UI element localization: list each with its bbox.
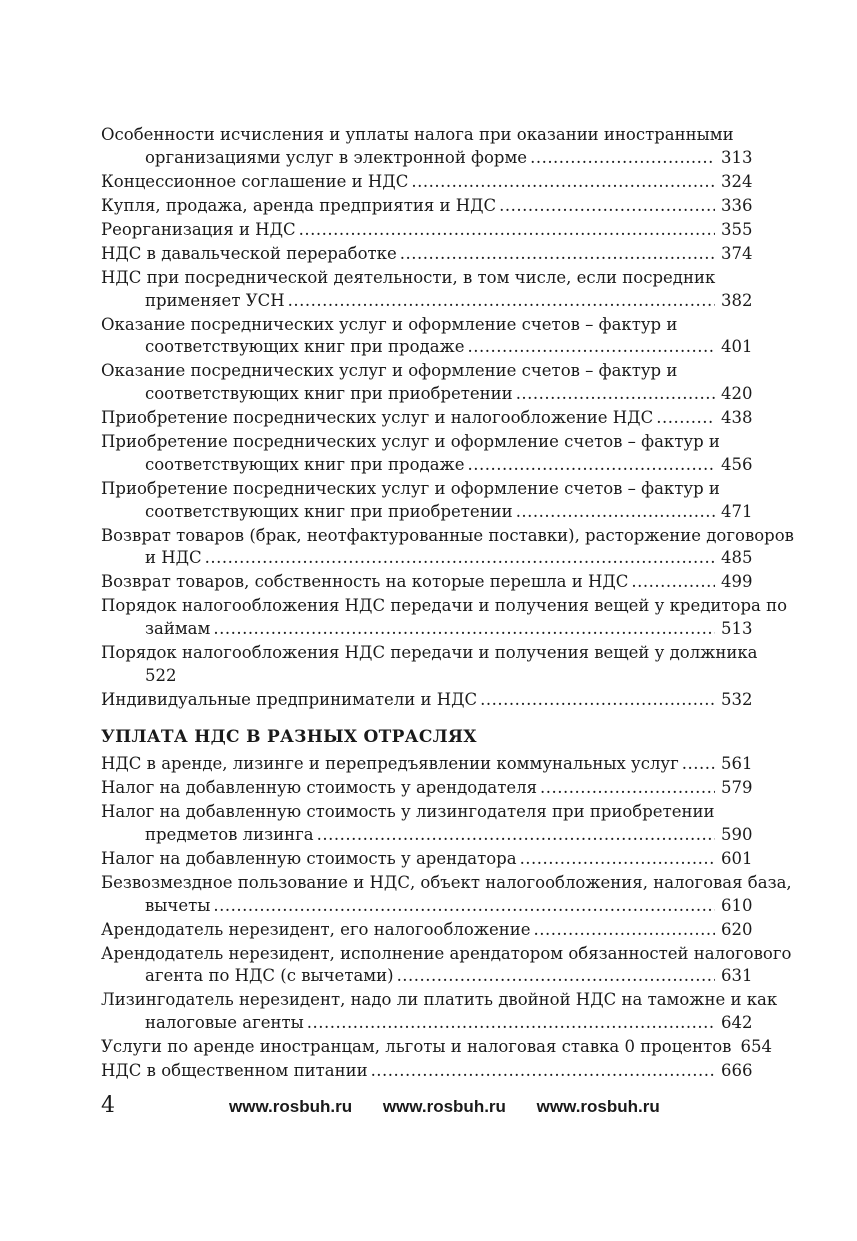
toc-entry[interactable] xyxy=(101,243,751,266)
dot-leader xyxy=(371,1060,715,1083)
toc-entry[interactable] xyxy=(101,872,792,918)
section-heading: УПЛАТА НДС В РАЗНЫХ ОТРАСЛЯХ xyxy=(101,727,477,747)
toc-page-number: 336 xyxy=(721,195,753,215)
toc-entry-title: НДС при посреднической деятельности, в том числе, если посредник xyxy=(101,267,716,287)
toc-page-number: 601 xyxy=(721,848,753,868)
toc-entry[interactable] xyxy=(101,848,751,871)
toc-page-number: 631 xyxy=(721,966,753,986)
toc-page-number: 620 xyxy=(721,919,753,939)
dot-leader xyxy=(682,753,715,776)
page-footer xyxy=(101,1093,751,1117)
toc-entry[interactable] xyxy=(101,801,751,847)
toc-page-number: 438 xyxy=(721,408,753,428)
toc-page-number: 532 xyxy=(721,689,753,709)
toc-entry[interactable] xyxy=(101,1036,772,1059)
toc-entry-title: Возврат товаров, собственность на которые перешла и НДС xyxy=(101,572,629,592)
toc-page-number: 522 xyxy=(145,665,177,685)
toc-entry-title-cont: организациями услуг в электронной форме xyxy=(145,147,528,167)
toc-entry[interactable] xyxy=(101,753,751,776)
toc-entry-title: Лизингодатель нерезидент, надо ли платить двойной НДС на таможне и как xyxy=(101,990,778,1010)
toc-entry[interactable] xyxy=(101,777,751,800)
toc-entry[interactable] xyxy=(101,431,751,477)
toc-entry-title: НДС в аренде, лизинге и перепредъявлении коммунальных услуг xyxy=(101,754,679,773)
toc-entry-title-cont: соответствующих книг при приобретении xyxy=(145,384,513,404)
dot-leader xyxy=(534,919,715,942)
toc-entry-title-cont: соответствующих книг при приобретении xyxy=(145,501,513,521)
toc-entry-title-cont: вычеты xyxy=(145,895,211,915)
toc-entry-title: Налог на добавленную стоимость у арендатора xyxy=(101,848,517,868)
toc-entry-title: Особенности исчисления и уплаты налога при оказании иностранными xyxy=(101,125,734,144)
toc-entry-title: Реорганизация и НДС xyxy=(101,219,296,239)
footer-url[interactable]: www.rosbuh.ru xyxy=(382,1097,506,1116)
toc-entry[interactable] xyxy=(101,943,792,989)
dot-leader xyxy=(530,147,715,170)
toc-page-number: 654 xyxy=(740,1037,772,1057)
toc-entry[interactable] xyxy=(101,919,751,942)
toc-entry-title: Индивидуальные предприниматели и НДС xyxy=(101,689,478,709)
dot-leader xyxy=(540,777,715,800)
dot-leader xyxy=(213,895,715,918)
toc-entry-title-cont: соответствующих книг при продаже xyxy=(145,337,465,357)
dot-leader xyxy=(400,243,715,266)
toc-page-number: 642 xyxy=(721,1013,753,1033)
toc-entry-title-cont: займам xyxy=(145,619,211,639)
toc-entry[interactable] xyxy=(101,1060,751,1083)
footer-urls xyxy=(229,1097,686,1117)
toc-entry-title: Приобретение посреднических услуг и оформление счетов – фактур и xyxy=(101,432,720,452)
toc-entry[interactable] xyxy=(101,407,751,430)
toc-entry[interactable] xyxy=(101,989,778,1035)
toc-entry-title: Возврат товаров (брак, неотфактурованные поставки), расторжение договоров xyxy=(101,525,794,545)
toc-page-number: 420 xyxy=(721,384,753,404)
dot-leader xyxy=(467,336,715,359)
toc-page-number: 499 xyxy=(721,572,753,592)
toc-entry[interactable] xyxy=(101,360,751,406)
toc-entry-title: Концессионное соглашение и НДС xyxy=(101,171,409,191)
toc-entry[interactable] xyxy=(101,267,751,313)
toc-entry-title: Услуги по аренде иностранцам, льготы и налоговая ставка 0 процентов xyxy=(101,1037,732,1057)
toc-entry-title: НДС в давальческой переработке xyxy=(101,243,397,263)
toc-entry[interactable] xyxy=(101,219,751,242)
toc-page-number: 666 xyxy=(721,1061,753,1081)
toc-entry-title: Арендодатель нерезидент, его налогообложение xyxy=(101,919,531,939)
toc-entry-title-cont: предметов лизинга xyxy=(145,824,314,844)
toc-entry-title-cont: налоговые агенты xyxy=(145,1013,304,1033)
dot-leader xyxy=(499,195,715,218)
toc-page-number: 471 xyxy=(721,501,753,521)
toc-entry[interactable] xyxy=(101,124,751,170)
toc-entry-title: Оказание посреднических услуг и оформление счетов – фактур и xyxy=(101,314,678,334)
toc-page-number: 590 xyxy=(721,824,753,844)
footer-url[interactable]: www.rosbuh.ru xyxy=(229,1097,353,1116)
toc-entry[interactable] xyxy=(101,478,751,524)
dot-leader xyxy=(467,454,715,477)
toc-entry-title: НДС в общественном питании xyxy=(101,1061,368,1081)
toc-page-number: 313 xyxy=(721,147,753,167)
toc-page-number: 485 xyxy=(721,548,753,568)
toc-entry-title-cont: агента по НДС (с вычетами) xyxy=(145,966,394,986)
toc-entry[interactable] xyxy=(101,171,751,194)
dot-leader xyxy=(307,1012,715,1035)
toc-entry-title-cont: соответствующих книг при продаже xyxy=(145,454,465,474)
toc-page-number: 355 xyxy=(721,219,753,239)
toc-entry-title: Безвозмездное пользование и НДС, объект налогообложения, налоговая база, xyxy=(101,872,792,892)
toc-entry[interactable] xyxy=(101,595,788,641)
dot-leader xyxy=(516,501,715,524)
toc-page-number: 401 xyxy=(721,337,753,357)
toc-entry[interactable] xyxy=(101,571,751,594)
dot-leader xyxy=(288,290,715,313)
toc-entry-title: Арендодатель нерезидент, исполнение арендатором обязанностей налогового xyxy=(101,943,792,963)
dot-leader xyxy=(205,547,715,570)
toc-entry[interactable] xyxy=(101,689,751,712)
page-number: 4 xyxy=(101,1093,115,1118)
toc-page-number: 513 xyxy=(721,619,753,639)
dot-leader xyxy=(317,824,715,847)
toc-entry-title: Приобретение посреднических услуг и налогообложение НДС xyxy=(101,408,654,428)
dot-leader xyxy=(299,219,715,242)
toc-page-number: 561 xyxy=(721,754,753,773)
toc-page-number: 374 xyxy=(721,243,753,263)
dot-leader xyxy=(397,965,715,988)
toc-entry[interactable] xyxy=(101,525,794,571)
toc-entry-title: Порядок налогообложения НДС передачи и получения вещей у кредитора по xyxy=(101,596,788,616)
toc-part-1 xyxy=(101,124,794,713)
dot-leader xyxy=(656,407,715,430)
toc-page-number: 456 xyxy=(721,454,753,474)
toc-entry[interactable] xyxy=(101,314,751,360)
toc-part-2 xyxy=(101,753,792,1084)
toc-entry-title: Налог на добавленную стоимость у лизингодателя при приобретении xyxy=(101,801,715,821)
toc-page-number: 382 xyxy=(721,290,753,310)
toc-entry-title: Приобретение посреднических услуг и оформление счетов – фактур и xyxy=(101,478,720,498)
toc-page-number: 610 xyxy=(721,895,753,915)
toc-page-number: 579 xyxy=(721,777,753,797)
toc-entry-title: Порядок налогообложения НДС передачи и получения вещей у должника xyxy=(101,643,758,663)
toc-page-number: 324 xyxy=(721,171,753,191)
dot-leader xyxy=(213,618,715,641)
dot-leader xyxy=(480,689,715,712)
footer-url[interactable]: www.rosbuh.ru xyxy=(536,1097,660,1116)
toc-entry[interactable] xyxy=(101,195,751,218)
dot-leader xyxy=(411,171,715,194)
toc-entry-title-cont: применяет УСН xyxy=(145,290,285,310)
dot-leader xyxy=(631,571,715,594)
toc-entry-title-cont: и НДС xyxy=(145,548,202,568)
toc-entry-title: Налог на добавленную стоимость у арендодателя xyxy=(101,777,537,797)
toc-entry[interactable] xyxy=(101,642,758,688)
toc-entry-title: Оказание посреднических услуг и оформление счетов – фактур и xyxy=(101,361,678,381)
toc-entry-title: Купля, продажа, аренда предприятия и НДС xyxy=(101,195,497,215)
dot-leader xyxy=(516,383,715,406)
dot-leader xyxy=(520,848,715,871)
